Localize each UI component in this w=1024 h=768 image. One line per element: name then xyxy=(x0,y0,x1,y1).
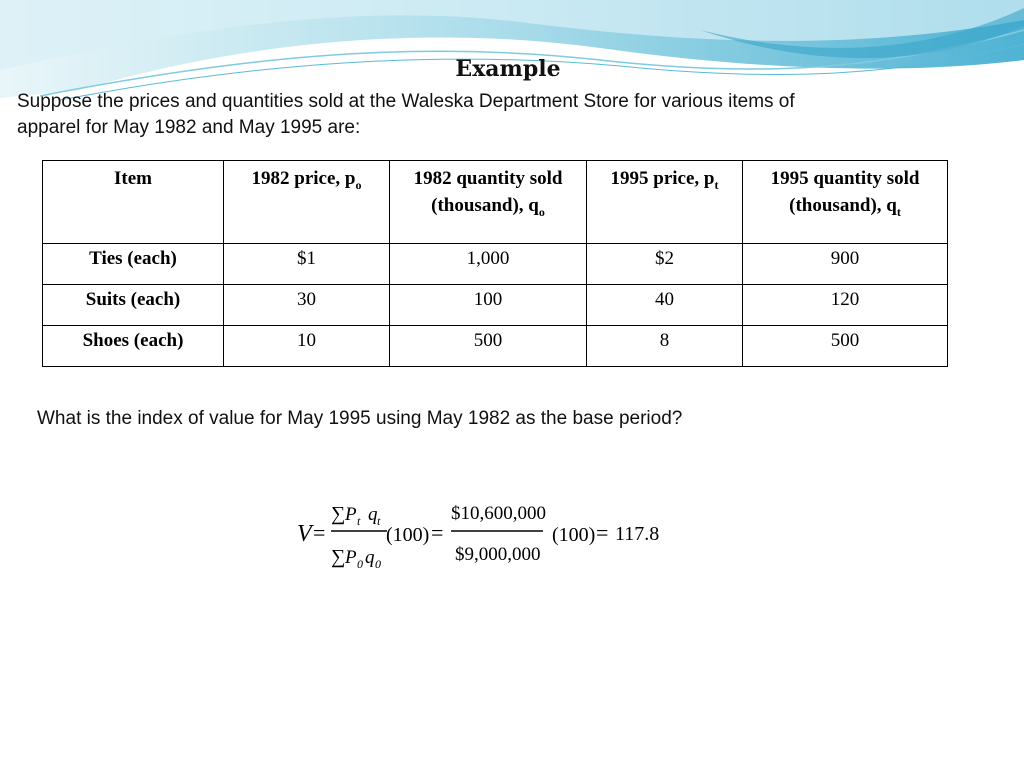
header-1982-price-label: 1982 price, p xyxy=(251,168,356,189)
cell-1982-quantity: 100 xyxy=(390,285,587,326)
cell-1982-price: 30 xyxy=(224,285,390,326)
header-item-label: Item xyxy=(114,168,152,189)
header-1995-price-sub: t xyxy=(714,177,719,192)
formula-value-denominator: $9,000,000 xyxy=(455,544,541,565)
cell-item: Shoes (each) xyxy=(43,326,224,367)
header-1995-quantity-line1: 1995 quantity sold xyxy=(770,168,920,189)
formula-equals-2: = xyxy=(431,520,444,545)
cell-1982-price: $1 xyxy=(224,244,390,285)
header-item xyxy=(43,161,224,244)
formula-num-p-sub: t xyxy=(357,514,361,528)
formula-value-numerator: $10,600,000 xyxy=(451,503,546,524)
formula-factor-2: (100) xyxy=(552,524,596,546)
table-row xyxy=(43,285,948,326)
header-1995-quantity-sub: t xyxy=(896,204,901,219)
formula-den-p: P xyxy=(345,547,357,568)
cell-1995-quantity: 900 xyxy=(743,244,948,285)
formula-den-p-sub: 0 xyxy=(357,557,363,571)
cell-1982-price: 10 xyxy=(224,326,390,367)
cell-1982-quantity: 1,000 xyxy=(390,244,587,285)
header-1995-price xyxy=(587,161,743,244)
formula-num-p: P xyxy=(345,504,357,525)
formula-lhs: V xyxy=(297,521,312,547)
cell-1982-quantity: 500 xyxy=(390,326,587,367)
header-1982-quantity-sub: o xyxy=(538,204,545,219)
cell-1995-quantity: 120 xyxy=(743,285,948,326)
cell-item: Suits (each) xyxy=(43,285,224,326)
intro-line-1: Suppose the prices and quantities sold at the Waleska Department Store for various items of xyxy=(17,91,795,112)
formula-equals-3: = xyxy=(596,520,609,545)
header-1982-price-sub: o xyxy=(355,177,362,192)
cell-1995-price: $2 xyxy=(587,244,743,285)
intro-line-2: apparel for May 1982 and May 1995 are: xyxy=(17,117,361,138)
cell-item: Ties (each) xyxy=(43,244,224,285)
formula-den-q: q xyxy=(365,547,375,568)
intro-text xyxy=(17,89,1007,141)
header-1982-price xyxy=(224,161,390,244)
question-text: What is the index of value for May 1995 using May 1982 as the base period? xyxy=(37,408,683,429)
value-index-formula xyxy=(295,490,675,580)
header-1995-quantity xyxy=(743,161,948,244)
cell-1995-price: 8 xyxy=(587,326,743,367)
header-1995-quantity-line2: (thousand), q xyxy=(789,195,897,216)
price-quantity-table xyxy=(42,160,948,367)
slide-title: Example xyxy=(455,56,561,82)
formula-result: 117.8 xyxy=(615,523,660,545)
formula-num-q: q xyxy=(368,504,378,525)
formula-equals: = xyxy=(313,520,326,545)
header-1995-price-label: 1995 price, p xyxy=(610,168,715,189)
formula-num-q-sub: t xyxy=(377,514,381,528)
cell-1995-price: 40 xyxy=(587,285,743,326)
cell-1995-quantity: 500 xyxy=(743,326,948,367)
formula-factor-1: (100) xyxy=(386,524,430,546)
formula-den-sigma: ∑ xyxy=(331,546,346,568)
header-1982-quantity-line1: 1982 quantity sold xyxy=(413,168,563,189)
table-row xyxy=(43,244,948,285)
formula-den-q-sub: 0 xyxy=(375,557,381,571)
table-row xyxy=(43,326,948,367)
header-1982-quantity xyxy=(390,161,587,244)
header-1982-quantity-line2: (thousand), q xyxy=(431,195,539,216)
table-header-row xyxy=(43,161,948,244)
formula-num-sigma: ∑ xyxy=(331,503,346,525)
